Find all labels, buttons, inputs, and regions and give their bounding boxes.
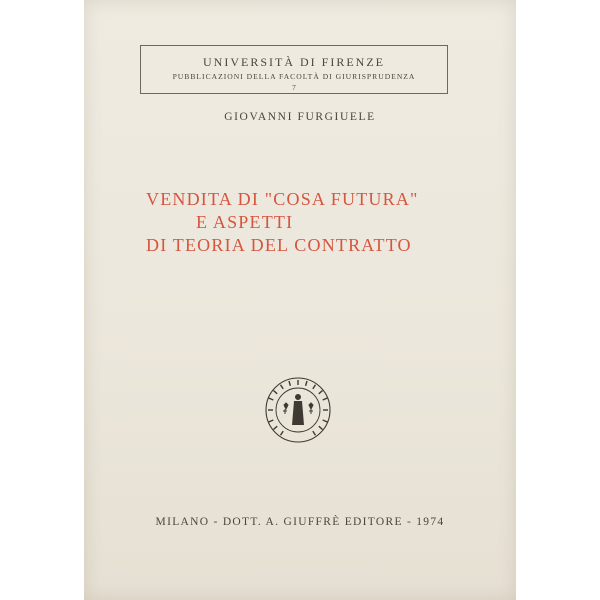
publisher-imprint: MILANO - DOTT. A. GIUFFRÈ EDITORE - 1974 xyxy=(155,516,445,528)
title-line-1: VENDITA DI "COSA FUTURA" xyxy=(146,189,419,209)
volume-number: 7 xyxy=(292,84,296,92)
faculty-series: PUBBLICAZIONI DELLA FACOLTÀ DI GIURISPRUDENZA xyxy=(172,72,416,81)
author-name: GIOVANNI FURGIUELE xyxy=(224,111,376,123)
title-line-3: DI TEORIA DEL CONTRATTO xyxy=(146,235,412,255)
university-name: UNIVERSITÀ DI FIRENZE xyxy=(203,55,385,69)
book-title xyxy=(146,188,466,257)
title-line-2: E ASPETTI xyxy=(196,212,294,232)
title-page xyxy=(84,0,516,600)
series-header-box xyxy=(140,45,448,94)
publisher-seal-icon xyxy=(263,375,333,445)
